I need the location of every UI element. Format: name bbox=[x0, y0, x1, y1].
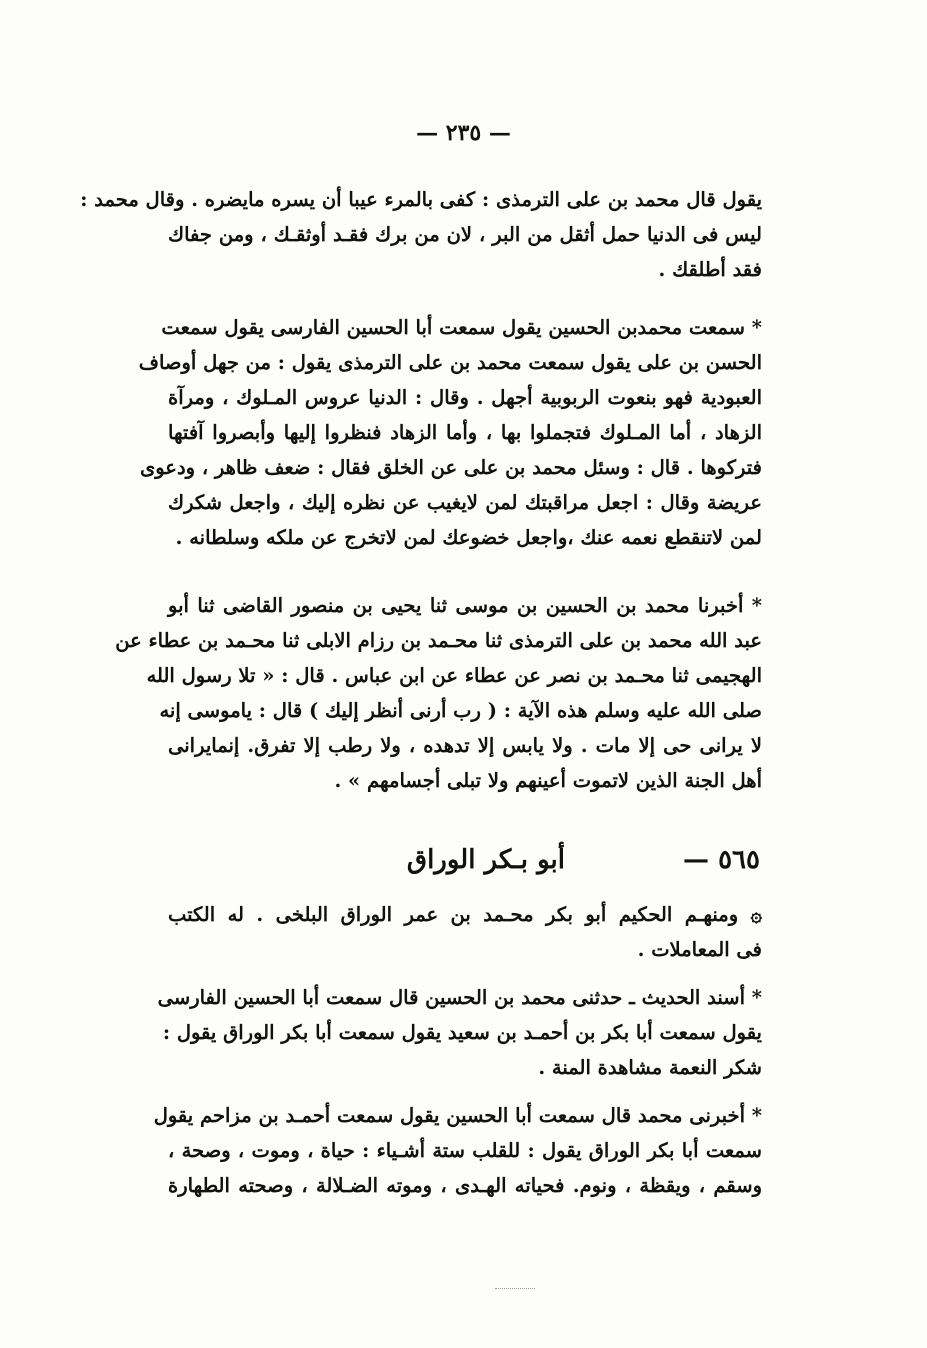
section-heading bbox=[360, 845, 760, 885]
text-line: الزهاد ، أما المـلوك فتجملوا بها ، وأما الزهاد فنظروا إليها وأبصروا آفتها bbox=[168, 421, 762, 444]
section-title: أبو بـكر الوراق bbox=[406, 845, 565, 875]
page-number: — ٢٣٥ — bbox=[416, 120, 511, 146]
text-line: يقول قال محمد بن على الترمذى : كفى بالمرء عيبا أن يسره مايضره . وقال محمد : bbox=[80, 188, 762, 211]
text-line: الهجيمى ثنا محـمد بن نصر عن عطاء عن ابن عباس . قال : « تلا رسول الله bbox=[146, 664, 762, 687]
paragraph-6 bbox=[153, 1098, 762, 1203]
text-line: أهل الجنة الذين لاتموت أعينهم ولا تبلى أجسامهم » . bbox=[334, 769, 762, 792]
paragraph-2 bbox=[138, 310, 762, 555]
text-line: * أخبرنى محمد قال سمعت أبا الحسين يقول سمعت أحمـد بن مزاحم يقول bbox=[153, 1104, 762, 1127]
footer-mark bbox=[495, 1288, 535, 1291]
text-line: فى المعاملات . bbox=[637, 938, 762, 961]
text-line: ۞ ومنهـم الحكيم أبو بكر محـمد بن عمر الوراق البلخى . له الكتب bbox=[168, 903, 762, 926]
text-line: العبودية فهو بنعوت الربوبية أجهل . وقال : الدنيا عروس المـلوك ، ومرآة bbox=[168, 386, 762, 409]
text-line: عريضة وقال : اجعل مراقبتك لمن لايغيب عن نظره إليك ، واجعل شكرك bbox=[168, 491, 762, 514]
paragraph-4 bbox=[168, 897, 762, 967]
paragraph-1 bbox=[80, 182, 762, 287]
text-line: ليس فى الدنيا حمل أثقل من البر ، لان من برك فقـد أوثقـك ، ومن جفاك bbox=[168, 223, 762, 246]
text-line: الحسن بن على يقول سمعت محمد بن على الترمذى يقول : من جهل أوصاف bbox=[138, 351, 762, 374]
section-number: ٥٦٥ — bbox=[683, 845, 760, 875]
text-line: لمن لاتنقطع نعمه عنك ،واجعل خضوعك لمن لاتخرج عن ملكه وسلطانه . bbox=[175, 526, 762, 549]
paragraph-5 bbox=[157, 980, 762, 1085]
paragraph-3 bbox=[115, 588, 762, 798]
text-line: سمعت أبا بكر الوراق يقول : للقلب ستة أشـياء : حياة ، وموت ، وصحة ، bbox=[168, 1139, 762, 1162]
text-line: * أسند الحديث ـ حدثنى محمد بن الحسين قال سمعت أبا الحسين الفارسى bbox=[157, 986, 762, 1009]
text-line: فقد أطلقك . bbox=[658, 258, 762, 281]
text-line: صلى الله عليه وسلم هذه الآية : ( رب أرنى أنظر إليك ) قال : ياموسى إنه bbox=[159, 699, 762, 722]
text-line: عبد الله محمد بن على الترمذى ثنا محـمد بن رزام الابلى ثنا محـمد بن عطاء عن bbox=[115, 629, 762, 652]
text-line: شكر النعمة مشاهدة المنة . bbox=[538, 1056, 762, 1079]
text-line: لا يرانى حى إلا مات . ولا يابس إلا تدهده ، ولا رطب إلا تفرق. إنمايرانى bbox=[168, 734, 762, 757]
text-line: وسقم ، ويقظة ، ونوم. فحياته الهـدى ، وموته الضـلالة ، وصحته الطهارة bbox=[168, 1174, 762, 1197]
text-line: يقول سمعت أبا بكر بن أحمـد بن سعيد يقول سمعت أبا بكر الوراق يقول : bbox=[162, 1021, 762, 1044]
text-line: * أخبرنا محمد بن الحسين بن موسى ثنا يحيى بن منصور القاضى ثنا أبو bbox=[168, 594, 762, 617]
text-line: فتركوها . قال : وسئل محمد بن على عن الخلق فقال : ضعف ظاهر ، ودعوى bbox=[139, 456, 762, 479]
text-line: * سمعت محمدبن الحسين يقول سمعت أبا الحسين الفارسى يقول سمعت bbox=[161, 316, 762, 339]
